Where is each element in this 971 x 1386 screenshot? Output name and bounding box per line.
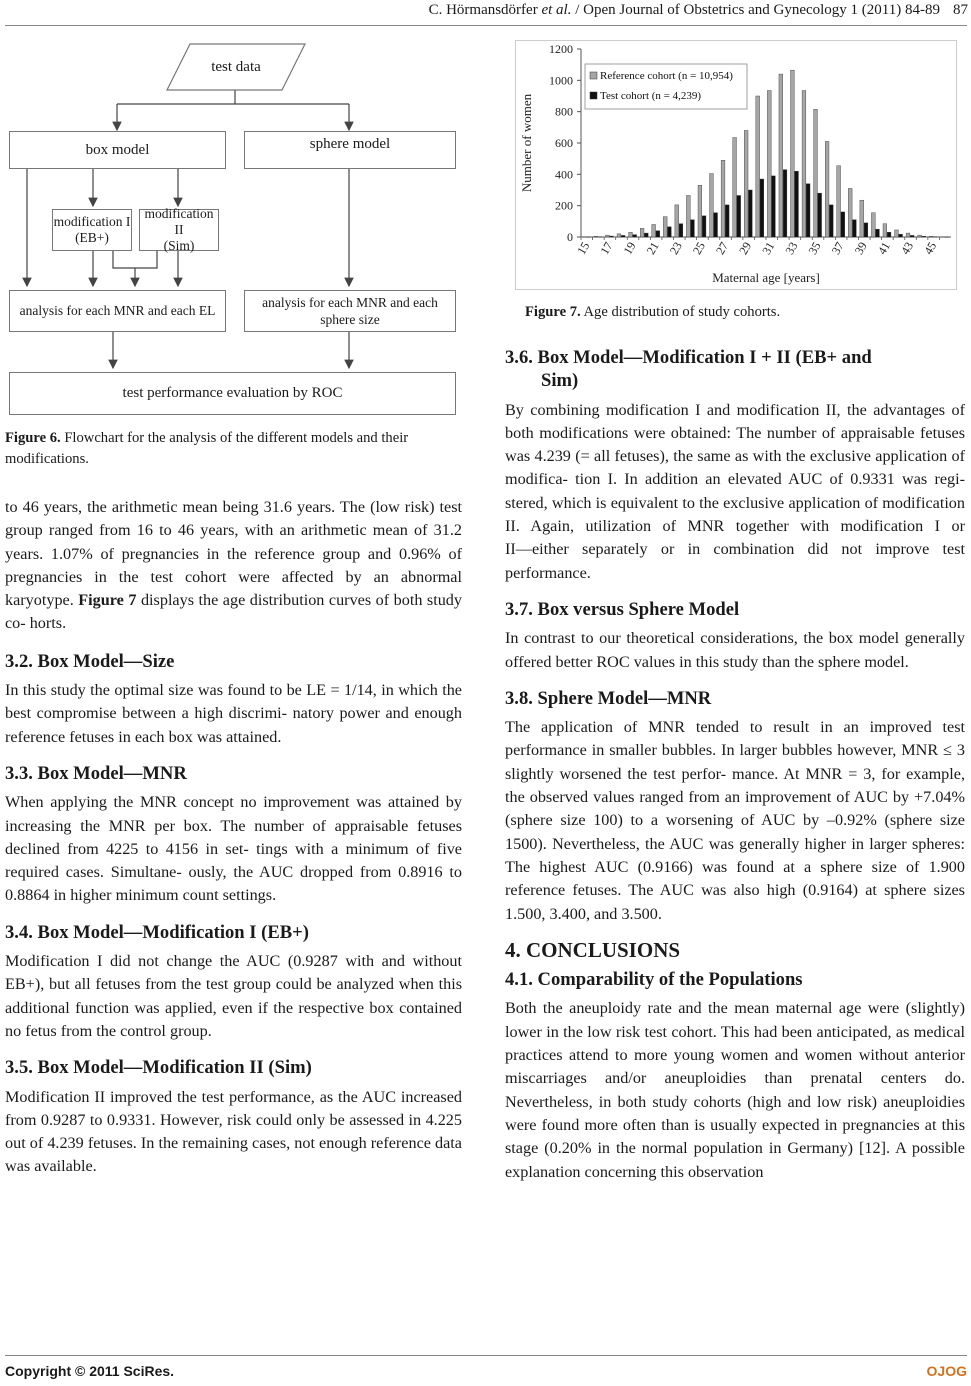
bar-test [945,237,949,238]
x-tick-label: 37 [828,239,847,257]
y-tick-label: 400 [555,167,573,182]
x-tick-label: 21 [643,239,662,257]
bar-reference [594,236,598,237]
x-tick-label: 33 [782,239,801,257]
legend-swatch [590,92,597,99]
bar-reference [582,237,586,238]
bar-test [806,184,810,237]
figure-6-caption [5,428,465,470]
bar-test [598,237,602,238]
bar-test [899,234,903,237]
flow-analysis-sphere [244,290,456,332]
bar-test [783,170,787,237]
flow-analysis-sphere-line1: analysis for each MNR and each [262,295,438,310]
y-tick-label: 1000 [549,73,573,88]
heading-3-6-line1: 3.6. Box Model—Modification I + II (EB+ and [505,347,872,368]
heading-3-5: 3.5. Box Model—Modification II (Sim) [5,1057,312,1079]
legend-label: Reference cohort (n = 10,954) [600,70,733,82]
x-tick-label: 23 [666,239,685,257]
paragraph-3-5: Modification II improved the test performance, as the AUC increased from 0.9287 to 0.9331. However, risk could only be assessed in 4.225 out of 4.239 fetuses. In the remaining cases, not enough reference data was available. [5,1087,462,1176]
x-tick-label: 35 [805,239,824,257]
bar-reference [906,233,910,237]
bar-reference [710,174,714,237]
bar-test [864,223,868,237]
bar-reference [721,160,725,237]
bar-reference [767,91,771,237]
bar-reference [814,109,818,237]
paragraph-3-6: By combining modification I and modification II, the advantages of both modifications were obtained: The number of appraisable fetuses was 4.239 (= all fetuses), the same as with the exclusive application of modifica- tion I. In addition an elevated AUC of 0.9331 was regi- stered, which is equivalent to the exclusive application of modification II. Again, utilization of MNR together with modification I or II―either separately or in combination did not improve test performance. [505,400,965,582]
bar-test [841,212,845,237]
bar-test [725,205,729,237]
x-tick-label: 15 [574,239,593,257]
bar-test [621,235,625,237]
bar-test [691,220,695,237]
heading-3-4: 3.4. Box Model—Modification I (EB+) [5,921,309,943]
heading-3-7: 3.7. Box versus Sphere Model [505,598,740,620]
bar-test [852,220,856,237]
figure-7-caption [525,302,955,323]
bar-test [656,231,660,237]
bar-test [737,195,741,237]
flow-mod1-line2: (EB+) [75,230,109,245]
flow-box-model: box model [9,131,226,169]
bar-reference [675,205,679,237]
header-citation-suffix: / Open Journal of Obstetrics and Gynecology 1 (2011) 84-89 [571,2,940,18]
bar-test [772,176,776,237]
heading-3-8: 3.8. Sphere Model—MNR [505,687,712,709]
left-column [5,496,462,1179]
legend-label: Test cohort (n = 4,239) [600,90,702,102]
bar-reference [756,96,760,237]
paragraph-3-7: In contrast to our theoretical considerations, the box model generally offered better ROC values in this study than the sphere model. [505,629,965,671]
x-tick-label: 31 [759,239,778,257]
intro-text: to 46 years, the arithmetic mean being 31.6 years. The (low risk) test group ranged from 16 to 46 years, with an arithmetic mean of 31.2 years. 1.07% of pregnancies in the reference group and 0.96% of pregnancies in the test cohort were affected by an abnormal karyotype. [5,498,462,610]
bar-reference [617,234,621,237]
bar-test [702,216,706,237]
flow-analysis-box: analysis for each MNR and each EL [9,290,226,332]
bar-test [633,235,637,237]
bar-test [876,229,880,237]
heading-4-1: 4.1. Comparability of the Populations [505,969,803,991]
age-distribution-chart [515,40,957,290]
heading-3-6-line2: Sim) [541,370,579,392]
header-rule [5,25,967,26]
footer-journal: OJOG [926,1363,967,1379]
x-tick-label: 41 [874,239,894,257]
flow-sphere-model [244,131,456,169]
bar-test [829,205,833,237]
flow-test-data: test data [211,58,261,75]
intro-tail: displays the age distribution curves of both study co- horts. [5,591,462,633]
bar-reference [860,200,864,237]
bar-reference [825,141,829,237]
figure-6-label: Figure 6. [5,430,61,446]
bar-reference [929,236,933,237]
y-tick-label: 800 [555,104,573,119]
bar-test [714,213,718,237]
bar-test [933,237,937,238]
bar-test [910,235,914,237]
figure-6-caption-text: Flowchart for the analysis of the different models and their modifications. [5,430,409,467]
legend-swatch [590,72,597,79]
page-number: 87 [953,2,968,18]
flow-mod2-line2: (Sim) [163,238,195,253]
heading-3-3: 3.3. Box Model—MNR [5,762,187,784]
figure-7-label: Figure 7. [525,304,581,320]
bar-test [748,190,752,237]
x-tick-label: 25 [689,239,709,257]
flow-sphere-model-label: sphere model [309,135,391,152]
bar-reference [941,237,945,238]
bar-reference [606,235,610,237]
y-tick-label: 600 [555,136,573,150]
y-tick-label: 200 [555,198,573,213]
footer-rule [5,1355,967,1356]
heading-3-2: 3.2. Box Model—Size [5,650,175,672]
intro-figure-ref: Figure 7 [78,591,137,610]
bar-test [644,233,648,237]
bar-reference [663,217,667,237]
flow-mod1-line1: modification I [53,214,131,229]
bar-test [795,171,799,237]
header-etal: et al. [541,2,572,18]
footer-copyright: Copyright © 2011 SciRes. [5,1363,175,1379]
bar-reference [791,70,795,237]
bar-test [818,193,822,237]
flow-analysis-sphere-line2: sphere size [320,312,380,327]
paragraph-3-3: When applying the MNR concept no improvement was attained by increasing the MNR per box. The number of appraisable fetuses declined from 4225 to 4156 in set- tings with a minimum of five required cases. Simultane- ously, the AUC dropped from 0.8916 to 0.8864 in higher minimum count settings. [5,793,462,905]
bar-test [610,236,614,237]
x-tick-label: 39 [851,239,870,257]
bar-test [922,236,926,237]
heading-4: 4. CONCLUSIONS [505,937,681,962]
x-tick-label: 45 [921,239,940,257]
header-citation-prefix: C. Hörmansdörfer [428,2,542,18]
flow-modification-1 [52,209,132,251]
y-tick-label: 1200 [549,42,573,56]
x-tick-label: 43 [898,239,917,257]
paragraph-3-4: Modification I did not change the AUC (0.9287 with and without EB+), but all fetuses from the test group could be analyzed when this additional function was applied, even if the respective box contained no fetus from the control group. [5,952,462,1040]
right-column [505,346,965,1184]
bar-test [887,232,891,237]
bar-test [667,227,671,237]
bar-reference [652,224,656,237]
figure-6-flowchart [0,36,470,424]
bar-reference [698,185,702,237]
bar-reference [640,228,644,237]
x-tick-label: 19 [620,239,639,257]
bar-test [760,179,764,237]
paragraph-3-2: In this study the optimal size was found to be LE = 1/14, in which the best compromise between a high discrimi- natory power and enough reference fetuses in each box was attained. [5,681,462,746]
x-tick-label: 27 [713,239,732,257]
bar-reference [837,166,841,237]
flow-modification-2 [139,206,219,253]
bar-reference [871,213,875,237]
running-header [0,2,940,19]
x-axis-label: Maternal age [years] [712,270,820,285]
bar-reference [883,224,887,237]
flow-mod2-line1: modification II [144,206,214,237]
bar-test [587,237,591,238]
bar-reference [895,230,899,237]
bar-reference [848,188,852,237]
y-tick-label: 0 [567,230,573,244]
bar-reference [629,232,633,237]
heading-3-6 [505,346,965,393]
figure-7-chart [515,40,957,290]
x-tick-label: 29 [736,239,755,257]
flow-roc: test performance evaluation by ROC [9,372,456,415]
bar-reference [686,195,690,237]
bar-reference [918,235,922,237]
bar-reference [779,74,783,237]
intro-paragraph [5,496,462,636]
x-tick-label: 17 [597,239,616,257]
bar-test [679,224,683,237]
bar-reference [802,91,806,237]
paragraph-3-8: The application of MNR tended to result in an improved test performance in smaller bubbles. In larger bubbles however, MNR ≤ 3 slightly worsened the test perfor- mance. At MNR = 3, for example, the observed values ranged from an improvement of AUC by +7.04% (sphere size 100) to a worsening of AUC by –0.92% (sphere size 1500). Nevertheless, the AUC was generally higher in larger spheres: The highest AUC (0.9166) was found at a sphere size of 1.900 reference fetuses. The AUC was also high (0.9164) at sphere sizes 1.500, 3.400, and 3.500. [505,718,965,923]
figure-7-caption-text: Age distribution of study cohorts. [580,304,781,320]
bar-reference [733,138,737,237]
paragraph-4-1: Both the aneuploidy rate and the mean maternal age were (slightly) lower in the low risk test cohort. This had been anticipated, as medical practices attend to more young women and women without anterior miscarriages and/or aneuploidies than prenatal centers do. Nevertheless, in both study cohorts (high and low risk) aneuploidies were found more often than is usually expected in pregnancies at this stage (0.20% in the normal population in Germany) [12]. A possible explanation concerning this observation [505,999,965,1181]
y-axis-label: Number of women [519,93,534,193]
bar-reference [744,130,748,237]
